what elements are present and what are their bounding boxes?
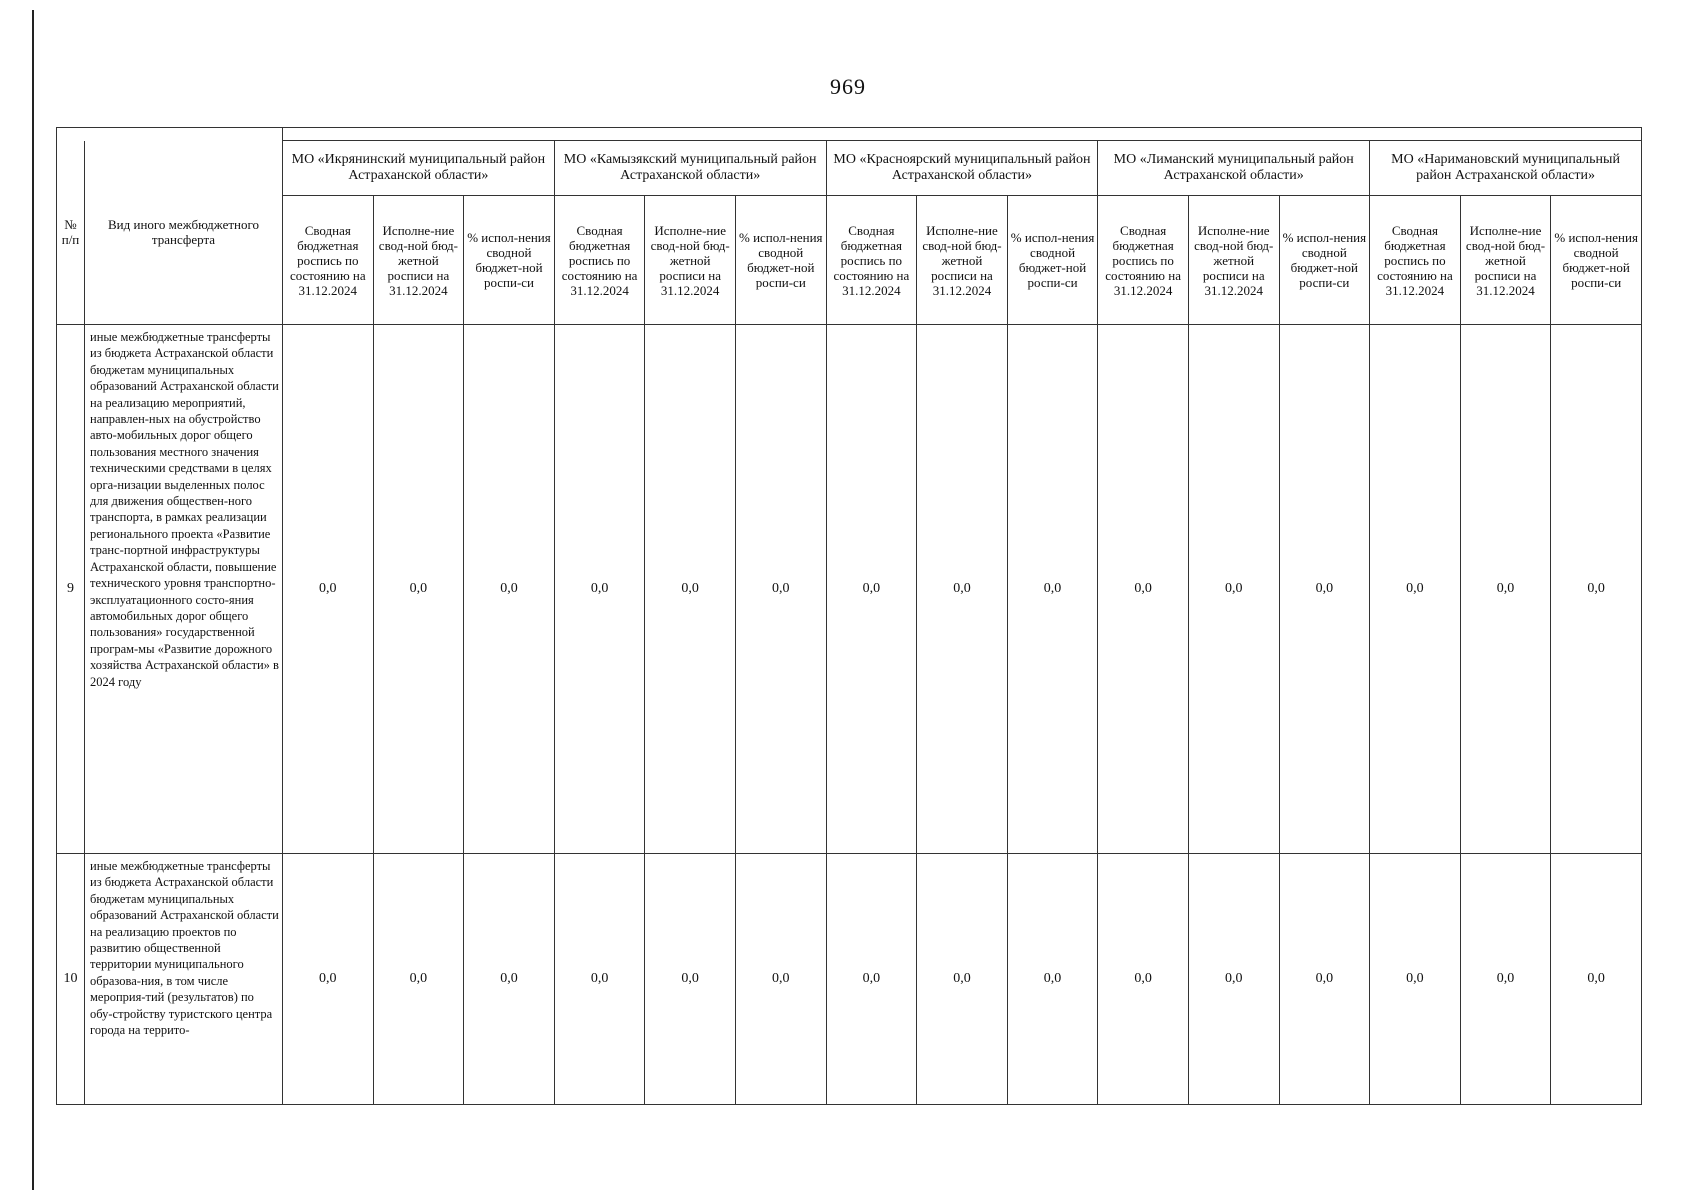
table-row [57, 854, 1642, 1105]
budget-transfer-table [56, 127, 1642, 1105]
value-cell: 0,0 [735, 854, 826, 1105]
transfer-description: иные межбюджетные трансферты из бюджета Астраханской области бюджетам муниципальных образований Астраханской области на реализацию проектов по развитию общественной территории муниципального образова-ния, в том числе мероприя-тий (результатов) по обу-стройству туристского центра города на террито- [90, 859, 279, 1038]
header-row-subcolumns [57, 196, 1642, 325]
subcolumn-header-execution: Исполне-ние свод-ной бюд-жетной росписи на 31.12.2024 [645, 196, 736, 325]
value-cell: 0,0 [1460, 325, 1551, 854]
row-number: 9 [57, 325, 85, 854]
header-row-municipalities [57, 141, 1642, 196]
subcolumn-header-execution: Исполне-ние свод-ной бюд-жетной росписи на 31.12.2024 [1188, 196, 1279, 325]
row-number: 10 [57, 854, 85, 1105]
table-row [57, 325, 1642, 854]
subcolumn-header-execution: Исполне-ние свод-ной бюд-жетной росписи на 31.12.2024 [917, 196, 1008, 325]
transfer-description: иные межбюджетные трансферты из бюджета Астраханской области бюджетам муниципальных образований Астраханской области на реализацию мероприятий, направлен-ных на обустройство авто-мобильных дорог общего пользования местного значения техническими средствами в целях орга-низации выделенных полос для движения обществен-ного транспорта, в рамках реализации регионального проекта «Развитие транс-портной инфраструктуры Астраханской области, повышение технического уровня транспортно-эксплуатационного состо-яния автомобильных дорог общего пользования» государственной програм-мы «Развитие дорожного хозяйства Астраханской области» в 2024 году [85, 325, 283, 854]
subcolumn-header-percent: % испол-нения сводной бюджет-ной роспи-си [1279, 196, 1370, 325]
value-cell: 0,0 [283, 854, 374, 1105]
value-cell: 0,0 [1551, 854, 1642, 1105]
value-cell: 0,0 [1098, 854, 1189, 1105]
subcolumn-header-execution: Исполне-ние свод-ной бюд-жетной росписи на 31.12.2024 [1460, 196, 1551, 325]
value-cell: 0,0 [373, 854, 464, 1105]
municipality-header: МО «Красноярский муниципальный район Астраханской области» [826, 141, 1098, 196]
header-blank-cell [57, 128, 283, 141]
column-header-num: № п/п [57, 141, 85, 325]
value-cell: 0,0 [1007, 325, 1098, 854]
municipality-header: МО «Наримановский муниципальный район Астраханской области» [1370, 141, 1642, 196]
municipality-header: МО «Икрянинский муниципальный район Астраханской области» [283, 141, 555, 196]
value-cell: 0,0 [917, 325, 1008, 854]
value-cell: 0,0 [826, 325, 917, 854]
municipality-header: МО «Камызякский муниципальный район Астраханской области» [554, 141, 826, 196]
value-cell: 0,0 [1279, 854, 1370, 1105]
subcolumn-header-plan: Сводная бюджетная роспись по состоянию на 31.12.2024 [826, 196, 917, 325]
value-cell: 0,0 [1098, 325, 1189, 854]
page-number: 969 [830, 74, 866, 99]
value-cell: 0,0 [554, 854, 645, 1105]
value-cell: 0,0 [1370, 325, 1461, 854]
value-cell: 0,0 [917, 854, 1008, 1105]
value-cell: 0,0 [1460, 854, 1551, 1105]
subcolumn-header-plan: Сводная бюджетная роспись по состоянию на 31.12.2024 [1370, 196, 1461, 325]
subcolumn-header-percent: % испол-нения сводной бюджет-ной роспи-си [464, 196, 555, 325]
value-cell: 0,0 [554, 325, 645, 854]
value-cell: 0,0 [735, 325, 826, 854]
value-cell: 0,0 [1279, 325, 1370, 854]
column-header-transfer-type: Вид иного межбюджетного трансферта [85, 141, 283, 325]
subcolumn-header-plan: Сводная бюджетная роспись по состоянию на 31.12.2024 [554, 196, 645, 325]
value-cell: 0,0 [1370, 854, 1461, 1105]
value-cell: 0,0 [464, 325, 555, 854]
value-cell: 0,0 [464, 854, 555, 1105]
value-cell: 0,0 [1188, 854, 1279, 1105]
subcolumn-header-execution: Исполне-ние свод-ной бюд-жетной росписи на 31.12.2024 [373, 196, 464, 325]
header-top-strip [57, 128, 1642, 141]
value-cell: 0,0 [645, 854, 736, 1105]
value-cell: 0,0 [373, 325, 464, 854]
subcolumn-header-percent: % испол-нения сводной бюджет-ной роспи-си [735, 196, 826, 325]
value-cell: 0,0 [826, 854, 917, 1105]
municipality-header: МО «Лиманский муниципальный район Астраханской области» [1098, 141, 1370, 196]
value-cell: 0,0 [283, 325, 374, 854]
subcolumn-header-plan: Сводная бюджетная роспись по состоянию на 31.12.2024 [283, 196, 374, 325]
subcolumn-header-percent: % испол-нения сводной бюджет-ной роспи-си [1551, 196, 1642, 325]
value-cell: 0,0 [1188, 325, 1279, 854]
page-binding-line [32, 10, 34, 1190]
subcolumn-header-plan: Сводная бюджетная роспись по состоянию на 31.12.2024 [1098, 196, 1189, 325]
value-cell: 0,0 [645, 325, 736, 854]
transfer-description-cell [85, 854, 283, 1105]
value-cell: 0,0 [1551, 325, 1642, 854]
subcolumn-header-percent: % испол-нения сводной бюджет-ной роспи-си [1007, 196, 1098, 325]
value-cell: 0,0 [1007, 854, 1098, 1105]
header-blank-cell [283, 128, 1642, 141]
